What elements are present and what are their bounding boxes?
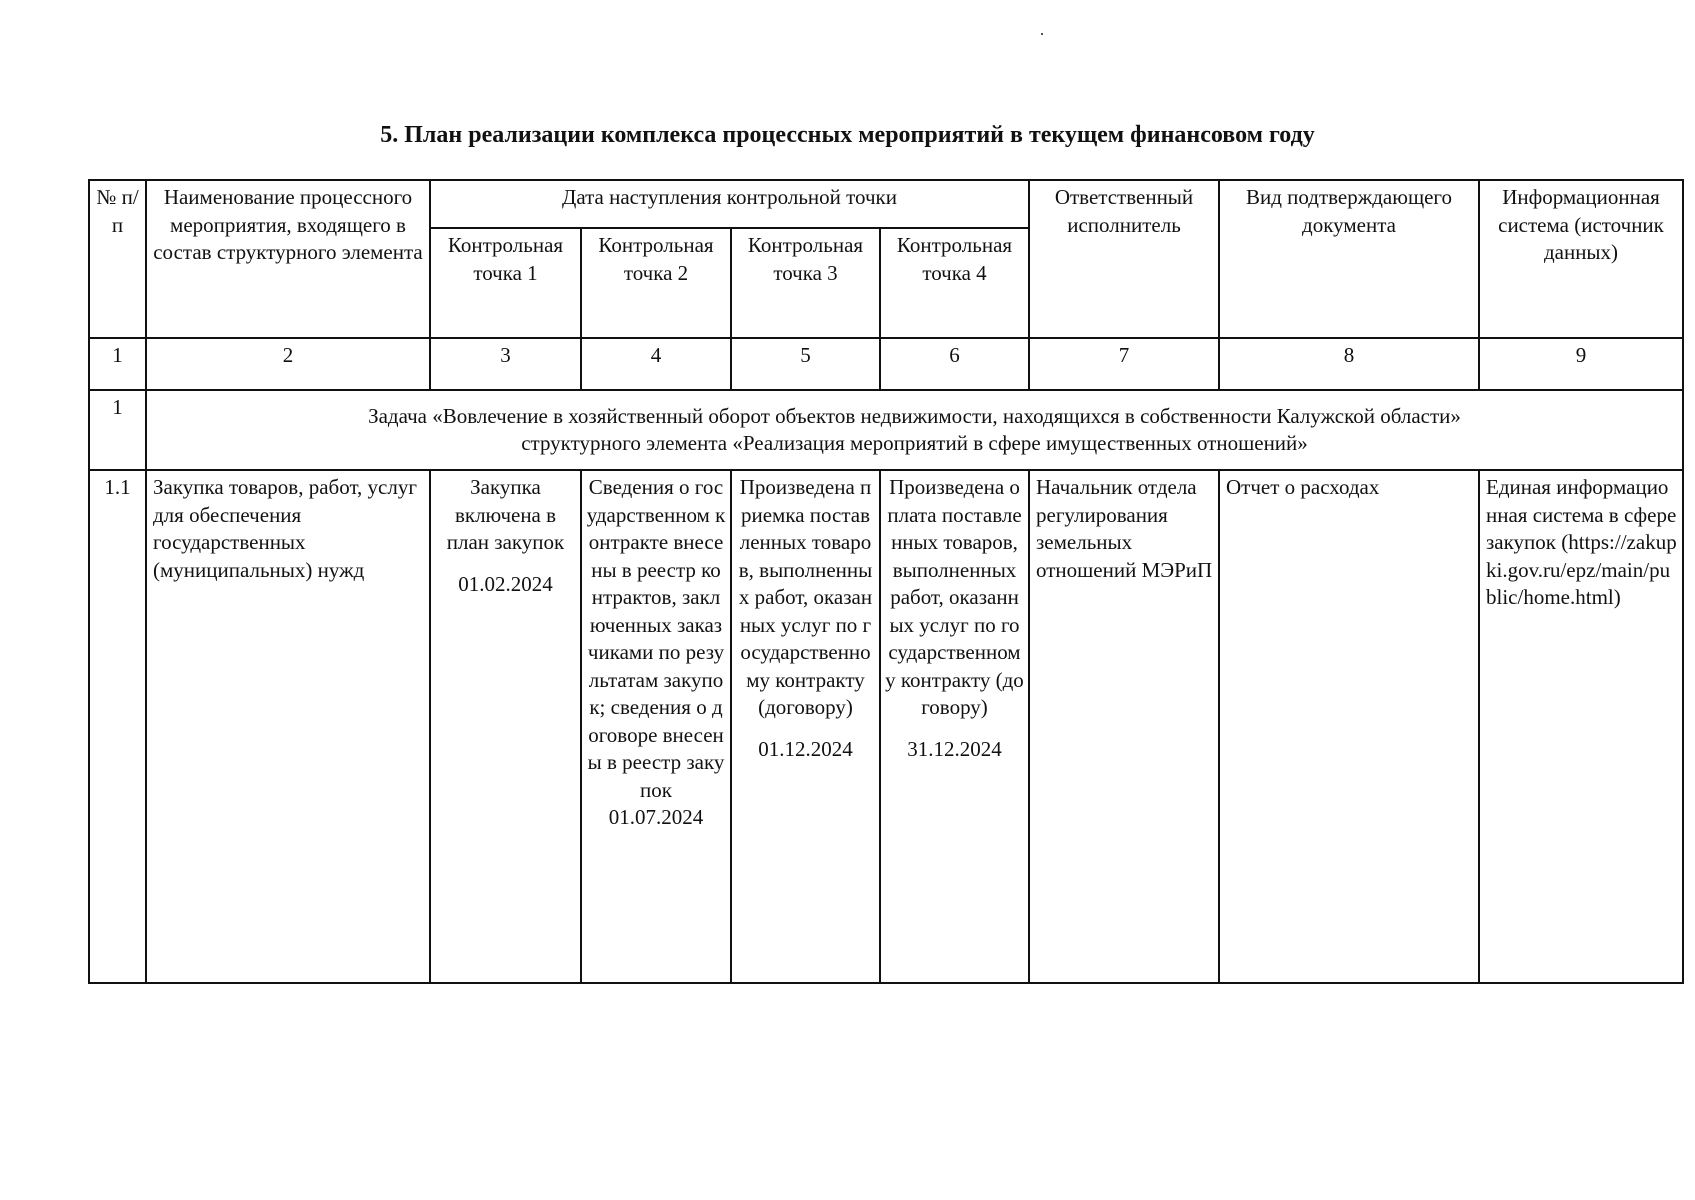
checkpoint-2-cell [581,470,731,983]
table-row [89,470,1683,983]
checkpoint-2-text: Сведения о государственном контракте внесены в реестр контрактов, заключенных заказчиками по результатам закупок; сведения о договоре внесены в реестр закупок [586,475,726,802]
checkpoint-3-text: Произведена приемка поставленных товаров, выполненных работ, оказанных услуг по государственному контракту (договору) [738,475,873,719]
header-cp1: Контрольная точка 1 [430,228,581,338]
checkpoint-1-date: 01.02.2024 [458,571,553,596]
checkpoint-4-cell [880,470,1029,983]
checkpoint-4-text: Произведена оплата поставленных товаров, выполненных работ, оказанных услуг по государственному контракту (договору) [885,475,1024,719]
task-row [89,390,1683,470]
task-number: 1 [89,390,146,470]
header-doc: Вид подтверждающего документа [1219,180,1479,338]
checkpoint-1-cell [430,470,581,983]
row-number: 1.1 [89,470,146,983]
column-number: 6 [880,338,1029,390]
confirming-document: Отчет о расходах [1219,470,1479,983]
column-number: 4 [581,338,731,390]
header-cp2: Контрольная точка 2 [581,228,731,338]
checkpoint-1-text: Закупка включена в план закупок [446,475,565,554]
header-row-1 [89,180,1683,228]
header-cp4: Контрольная точка 4 [880,228,1029,338]
checkpoint-2-date: 01.07.2024 [608,805,704,829]
information-system: Единая информационная система в сфере закупок (https://zakupki.gov.ru/epz/main/public/home.html) [1479,470,1683,983]
task-title [146,390,1683,470]
checkpoint-3-date: 01.12.2024 [758,736,853,761]
checkpoint-3-cell [731,470,880,983]
header-system: Информационная система (источник данных) [1479,180,1683,338]
header-responsible: Ответственный исполнитель [1029,180,1219,338]
scan-speck [1041,33,1043,35]
task-title-line-2: структурного элемента «Реализация мероприятий в сфере имущественных отношений» [521,431,1308,455]
header-dates-group: Дата наступления контрольной точки [430,180,1029,228]
column-number-row [89,338,1683,390]
column-number: 3 [430,338,581,390]
column-number: 8 [1219,338,1479,390]
header-name: Наименование процессного мероприятия, входящего в состав структурного элемента [146,180,430,338]
column-number: 2 [146,338,430,390]
task-title-line-1: Задача «Вовлечение в хозяйственный оборот объектов недвижимости, находящихся в собственности Калужской области» [368,403,1461,428]
column-number: 7 [1029,338,1219,390]
column-number: 9 [1479,338,1683,390]
column-number: 1 [89,338,146,390]
header-cp3: Контрольная точка 3 [731,228,880,338]
plan-table [88,179,1684,984]
header-num: № п/п [89,180,146,338]
responsible-executor: Начальник отдела регулирования земельных отношений МЭРиП [1029,470,1219,983]
activity-name: Закупка товаров, работ, услуг для обеспечения государственных (муниципальных) нужд [146,470,430,983]
column-number: 5 [731,338,880,390]
checkpoint-4-date: 31.12.2024 [907,736,1002,761]
page-title: 5. План реализации комплекса процессных мероприятий в текущем финансовом году [380,122,1315,148]
